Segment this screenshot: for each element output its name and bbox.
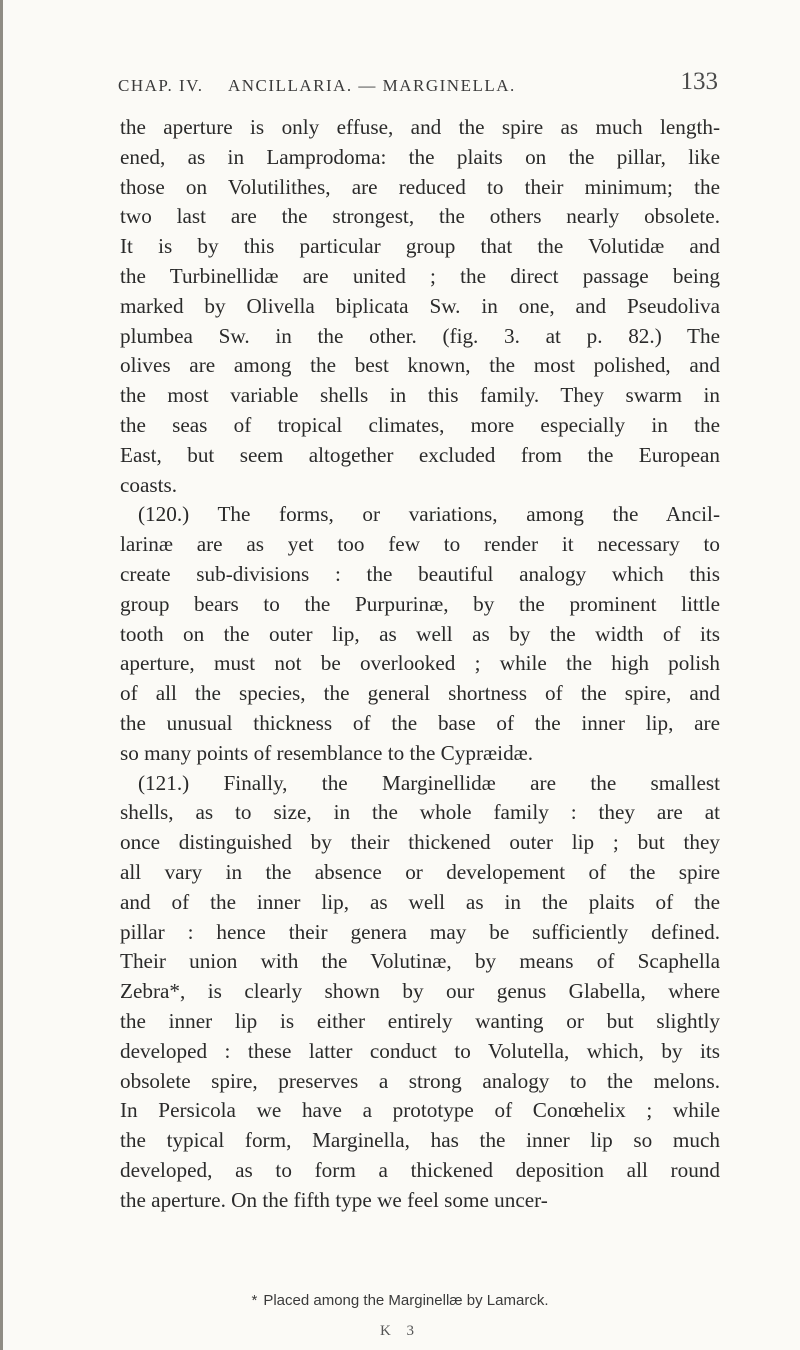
footnote-marker: * [251,1292,258,1309]
text-line: the seas of tropical climates, more especially in the [120,412,720,437]
text-line: Zebra*, is clearly shown by our genus Glabella, where [120,979,720,1004]
text-line: the Turbinellidæ are united ; the direct passage being [120,263,720,288]
text-line: larinæ are as yet too few to render it necessary to [120,532,720,557]
text-line: the typical form, Marginella, has the inner lip so much [120,1128,720,1153]
text-line: obsolete spire, preserves a strong analogy to the melons. [120,1068,720,1093]
running-title: ANCILLARIA. — MARGINELLA. [228,76,516,95]
footnote [0,1292,800,1309]
text-line: Their union with the Volutinæ, by means of Scaphella [120,949,720,974]
text-line: coasts. [120,472,178,497]
text-line: marked by Olivella biplicata Sw. in one, and Pseudoliva [120,293,720,318]
text-line: so many points of resemblance to the Cypræidæ. [120,740,534,765]
text-line: the unusual thickness of the base of the inner lip, are [120,710,720,735]
text-line: those on Volutilithes, are reduced to their minimum; the [120,174,720,199]
text-line: developed : these latter conduct to Volutella, which, by its [120,1038,720,1063]
text-line: It is by this particular group that the Volutidæ and [120,234,720,259]
chapter-label: CHAP. IV. [118,76,204,95]
text-line: ened, as in Lamprodoma: the plaits on the pillar, like [120,144,720,169]
text-line: the most variable shells in this family. They swarm in [120,383,720,408]
page-edge [0,0,3,1350]
text-line: In Persicola we have a prototype of Conœhelix ; while [120,1098,720,1123]
text-line: the aperture is only effuse, and the spire as much length- [120,115,720,139]
text-line: create sub-divisions : the beautiful analogy which this [120,561,720,586]
page-number: 133 [680,68,718,95]
text-line: olives are among the best known, the most polished, and [120,353,720,378]
text-line: once distinguished by their thickened outer lip ; but they [120,830,720,855]
body-text [120,113,720,1215]
text-line: East, but seem altogether excluded from the European [120,442,720,467]
running-header [118,62,718,102]
text-line: group bears to the Purpurinæ, by the prominent little [120,591,720,616]
signature-mark: K 3 [379,1323,421,1339]
text-line: the aperture. On the fifth type we feel some uncer- [120,1187,548,1212]
text-line: (120.) The forms, or variations, among the Ancil- [138,502,720,527]
text-line: aperture, must not be overlooked ; while the high polish [120,651,720,676]
text-line: the inner lip is either entirely wanting or but slightly [120,1008,720,1033]
text-line: shells, as to size, in the whole family : they are at [120,800,720,825]
text-line: two last are the strongest, the others nearly obsolete. [120,204,720,229]
text-line: (121.) Finally, the Marginellidæ are the smallest [138,770,720,795]
text-line: of all the species, the general shortness of the spire, and [120,681,720,706]
text-line: tooth on the outer lip, as well as by the width of its [120,621,720,646]
text-line: plumbea Sw. in the other. (fig. 3. at p. 82.) The [120,323,720,348]
text-line: developed, as to form a thickened deposition all round [120,1157,720,1182]
footnote-text: Placed among the Marginellæ by Lamarck. [263,1292,549,1309]
text-line: pillar : hence their genera may be sufficiently defined. [120,919,720,944]
text-line: all vary in the absence or developement of the spire [120,859,720,884]
text-line: and of the inner lip, as well as in the plaits of the [120,889,720,914]
